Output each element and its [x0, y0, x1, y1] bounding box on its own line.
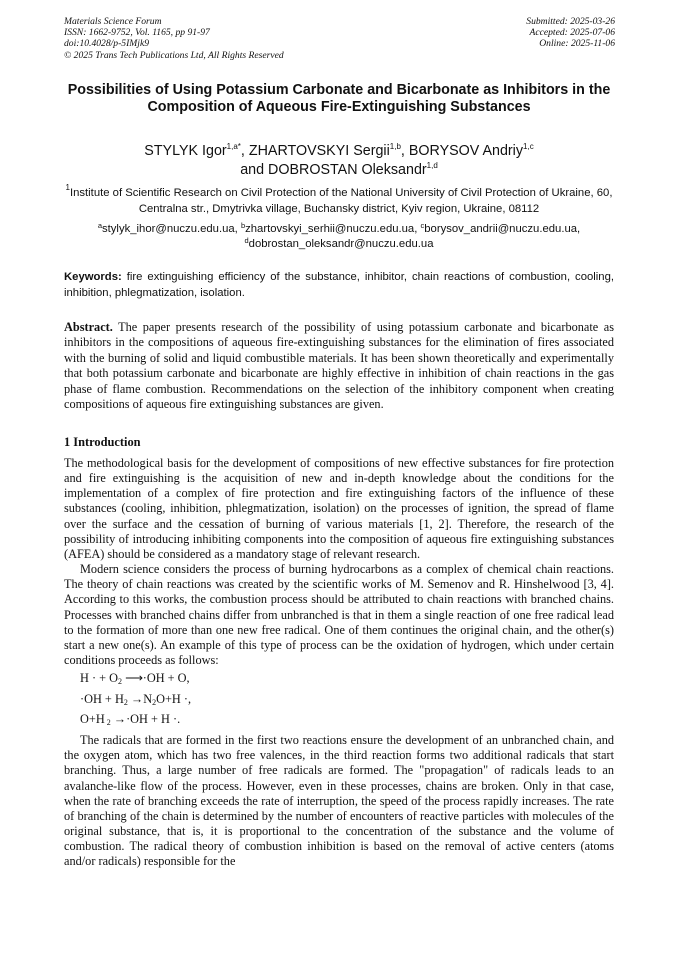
- eq-subscript: 2: [104, 718, 111, 728]
- email-separator: ,: [234, 223, 241, 235]
- copyright-line: © 2025 Trans Tech Publications Ltd, All Rights Reserved: [64, 49, 284, 61]
- affiliation: [64, 183, 614, 217]
- author-list: [64, 143, 614, 180]
- email-mark: a: [97, 221, 102, 230]
- accepted-date: Accepted: 2025-07-06: [529, 27, 615, 39]
- email-mark: b: [240, 221, 246, 230]
- reaction-equation: [64, 671, 614, 689]
- author-name: BORYSOV Andriy: [408, 143, 524, 159]
- author-separator: and: [240, 161, 269, 178]
- section-heading: 1 Introduction: [64, 435, 141, 449]
- email-address[interactable]: zhartovskyi_serhii@nuczu.edu.ua: [245, 223, 415, 235]
- author-affil-mark: 1,d: [426, 160, 438, 170]
- paragraph: The methodological basis for the development of compositions of new effective substances for fire protection and fire extinguishing is the acquisition of new and in-depth knowledge about the conditions for the implementation of a complex of fire protection and fire extinguishing factors of the influence of these substances (cooling, inhibition, phlegmatization, isolation) on the processes of ignition, the spread of flame over the surface and the cessation of burning of various materials [1, 2]. Therefore, the research of the possibility of introducing inhibiting components into the composition of aqueous fire extinguishing substances (AFEA) should be considered as a mandatory stage of relevant research.: [64, 456, 614, 561]
- author-name: STYLYK Igor: [144, 143, 227, 159]
- eq-subscript: 2: [118, 676, 123, 686]
- dates-header: [526, 16, 615, 50]
- email-list: [64, 222, 614, 252]
- abstract: [64, 320, 614, 412]
- issn-line: ISSN: 1662-9752, Vol. 1165, pp 91-97: [64, 27, 210, 39]
- eq-part: H · + O: [80, 670, 119, 685]
- submitted-date: Submitted: 2025-03-26: [526, 16, 615, 27]
- email-mark: c: [420, 221, 425, 230]
- author-affil-mark: 1,a*: [226, 142, 241, 151]
- email-address[interactable]: stylyk_ihor@nuczu.edu.ua: [102, 223, 235, 235]
- eq-part: →N: [127, 691, 153, 706]
- eq-part: ·OH + H: [80, 691, 124, 706]
- reaction-equation: [64, 712, 614, 730]
- email-separator: ,: [414, 223, 421, 235]
- author-separator: ,: [400, 143, 409, 159]
- eq-subscript: 2: [152, 697, 157, 707]
- doi-line[interactable]: doi:10.4028/p-5IMjk9: [64, 38, 149, 50]
- affiliation-mark: 1: [65, 183, 70, 192]
- eq-part: →·OH + H ·.: [110, 712, 181, 727]
- keywords-text: fire extinguishing efficiency of the substance, inhibitor, chain reactions of combustion, cooling, inhibition, phlegmatization, isolation.: [64, 271, 614, 299]
- eq-subscript: 2: [123, 697, 128, 707]
- eq-part: O+H ·,: [156, 691, 192, 706]
- journal-header: [64, 16, 284, 61]
- keywords: [64, 270, 614, 301]
- body-text: [64, 456, 614, 869]
- eq-part: ⟶·OH + O,: [122, 670, 190, 685]
- journal-name: Materials Science Forum: [64, 16, 162, 27]
- abstract-label: Abstract.: [64, 320, 113, 334]
- email-address[interactable]: borysov_andrii@nuczu.edu.ua: [424, 223, 578, 235]
- author-separator: ,: [240, 143, 249, 159]
- email-mark: d: [244, 236, 249, 245]
- eq-part: O+H: [80, 712, 105, 727]
- keywords-label: Keywords:: [64, 271, 122, 283]
- author-affil-mark: 1,c: [523, 142, 534, 151]
- paragraph: The radicals that are formed in the first two reactions ensure the development of an unbranched chain, and the oxygen atom, which has two free valences, in the third reaction forms two additional radicals that start branching. Thus, a large number of free radicals are formed. The "propagation" of radicals leads to an avalanche-like flow of the process. However, even in these processes, chains are broken. Only in that case, when the rate of branching exceeds the rate of interruption, the speed of the process rapidly increases. The rate of branching of the chain is determined by the number of encounters of reactive particles with molecules of the original substance, that is, it is proportional to the concentration of the substance and the volume of combustion. The radical theory of combustion inhibition is based on the removal of active centers (atoms and/or radicals) responsible for the: [64, 733, 614, 869]
- reaction-equation: [64, 692, 614, 710]
- paper-title: Possibilities of Using Potassium Carbonate and Bicarbonate as Inhibitors in the Composition of Aqueous Fire-Extinguishing Substances: [67, 82, 611, 116]
- paragraph: Modern science considers the process of burning hydrocarbons as a complex of chemical chain reactions. The theory of chain reactions was created by the scientific works of M. Semenov and R. Hinshelwood [3, 4]. According to this works, the combustion process should be attributed to chain reactions with branched chains. Processes with branched chains differ from unbranched is that in them a single reaction of one free radical lead to the formation of more than one new free radical. One of them continues the original chain, and the other(s) start a new one(s). An example of this type of process can be the oxidation of hydrogen, which under certain conditions proceeds as follows:: [64, 562, 614, 668]
- author-name: ZHARTOVSKYI Sergii: [248, 143, 390, 159]
- author-affil-mark: 1,b: [389, 142, 401, 151]
- author-name: DOBROSTAN Oleksandr: [268, 161, 427, 178]
- abstract-text: The paper presents research of the possibility of using potassium carbonate and bicarbonate as inhibitors in the compositions of aqueous fire-extinguishing substances for the elimination of fires associated with the burning of solid and liquid combustible materials. It has been shown theoretically and experimentally that both potassium carbonate and bicarbonate are highly effective in inhibition of chain reactions in the gas phase of flame combustion. Recommendations on the selection of the inhibitory component when creating compositions of aqueous fire extinguishing substances are given.: [64, 320, 614, 412]
- email-address[interactable]: dobrostan_oleksandr@nuczu.edu.ua: [248, 238, 434, 250]
- email-separator: ,: [577, 223, 581, 235]
- online-date: Online: 2025-11-06: [539, 38, 615, 50]
- affiliation-text: Institute of Scientific Research on Civil Protection of the National University of Civil Protection of Ukraine, 60, Centralna str., Dmytrivka village, Buchansky district, Kyiv region, Ukraine, 08112: [69, 187, 613, 215]
